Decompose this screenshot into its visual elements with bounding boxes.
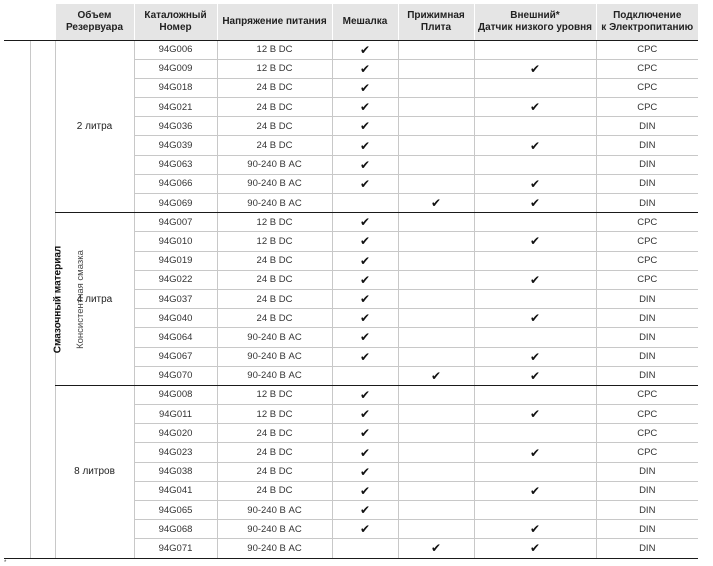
sensor-check: ✔ <box>474 443 596 462</box>
voltage: 90-240 В AC <box>217 501 332 520</box>
material-label: Смазочный материал <box>52 245 64 353</box>
connection-type: CPC <box>596 98 698 117</box>
catalog-number: 94G064 <box>134 328 217 347</box>
connection-type: DIN <box>596 309 698 328</box>
stirrer-check: ✔ <box>332 232 398 251</box>
catalog-number: 94G063 <box>134 155 217 174</box>
stirrer-check: ✔ <box>332 289 398 308</box>
stirrer-check: ✔ <box>332 405 398 424</box>
plate-check <box>398 136 474 155</box>
plate-check <box>398 289 474 308</box>
plate-check <box>398 59 474 78</box>
header-plate-text: Прижимная Плита <box>407 9 465 33</box>
plate-check <box>398 155 474 174</box>
plate-check: ✔ <box>398 366 474 385</box>
header-catalog <box>134 4 217 40</box>
connection-type: DIN <box>596 328 698 347</box>
sensor-check: ✔ <box>474 539 596 558</box>
sensor-check: ✔ <box>474 405 596 424</box>
sensor-check <box>474 40 596 59</box>
catalog-number: 94G010 <box>134 232 217 251</box>
catalog-number: 94G021 <box>134 98 217 117</box>
header-catalog-text: Каталожный Номер <box>144 9 207 33</box>
voltage: 90-240 В AC <box>217 194 332 213</box>
stirrer-check: ✔ <box>332 481 398 500</box>
catalog-number: 94G009 <box>134 59 217 78</box>
voltage: 90-240 В AC <box>217 539 332 558</box>
voltage: 12 В DC <box>217 385 332 404</box>
voltage: 90-240 В AC <box>217 347 332 366</box>
voltage: 90-240 В AC <box>217 520 332 539</box>
plate-check <box>398 481 474 500</box>
catalog-number: 94G019 <box>134 251 217 270</box>
connection-type: DIN <box>596 462 698 481</box>
connection-type: CPC <box>596 424 698 443</box>
stirrer-check <box>332 194 398 213</box>
connection-type: CPC <box>596 40 698 59</box>
plate-check <box>398 405 474 424</box>
voltage: 24 В DC <box>217 309 332 328</box>
plate-check <box>398 309 474 328</box>
catalog-number: 94G036 <box>134 117 217 136</box>
catalog-number: 94G011 <box>134 405 217 424</box>
stirrer-check: ✔ <box>332 155 398 174</box>
plate-check <box>398 501 474 520</box>
catalog-number: 94G018 <box>134 78 217 97</box>
stirrer-check: ✔ <box>332 309 398 328</box>
sensor-check: ✔ <box>474 136 596 155</box>
catalog-number: 94G007 <box>134 213 217 232</box>
catalog-number: 94G039 <box>134 136 217 155</box>
voltage: 90-240 В AC <box>217 328 332 347</box>
sensor-check <box>474 78 596 97</box>
plate-check <box>398 213 474 232</box>
sensor-check: ✔ <box>474 232 596 251</box>
catalog-number: 94G006 <box>134 40 217 59</box>
stirrer-check: ✔ <box>332 78 398 97</box>
voltage: 24 В DC <box>217 289 332 308</box>
catalog-number: 94G041 <box>134 481 217 500</box>
stirrer-check <box>332 539 398 558</box>
header-blank-1 <box>4 4 30 40</box>
connection-type: CPC <box>596 443 698 462</box>
stirrer-check: ✔ <box>332 59 398 78</box>
voltage: 24 В DC <box>217 462 332 481</box>
catalog-number: 94G066 <box>134 174 217 193</box>
footnote-mark: * <box>4 560 7 566</box>
sensor-check <box>474 328 596 347</box>
grease-label: Консистентная смазка <box>74 249 86 349</box>
connection-type: DIN <box>596 174 698 193</box>
plate-check <box>398 462 474 481</box>
connection-type: DIN <box>596 520 698 539</box>
plate-check <box>398 251 474 270</box>
stirrer-check: ✔ <box>332 117 398 136</box>
table-body <box>4 40 698 558</box>
plate-check <box>398 520 474 539</box>
sensor-check <box>474 501 596 520</box>
header-plate <box>398 4 474 40</box>
catalog-number: 94G065 <box>134 501 217 520</box>
stirrer-check <box>332 366 398 385</box>
sensor-check <box>474 251 596 270</box>
sensor-check: ✔ <box>474 270 596 289</box>
plate-check <box>398 174 474 193</box>
sensor-check: ✔ <box>474 194 596 213</box>
connection-type: CPC <box>596 270 698 289</box>
plate-check <box>398 443 474 462</box>
voltage: 24 В DC <box>217 78 332 97</box>
header-connection <box>596 4 698 40</box>
plate-check <box>398 385 474 404</box>
catalog-number: 94G040 <box>134 309 217 328</box>
stirrer-check: ✔ <box>332 270 398 289</box>
header-stirrer <box>332 4 398 40</box>
sensor-check: ✔ <box>474 98 596 117</box>
connection-type: CPC <box>596 385 698 404</box>
connection-type: DIN <box>596 136 698 155</box>
plate-check <box>398 40 474 59</box>
sensor-check <box>474 289 596 308</box>
stirrer-check: ✔ <box>332 424 398 443</box>
voltage: 12 В DC <box>217 40 332 59</box>
table-row <box>4 385 698 404</box>
stirrer-check: ✔ <box>332 385 398 404</box>
sensor-check: ✔ <box>474 520 596 539</box>
catalog-number: 94G071 <box>134 539 217 558</box>
catalog-number: 94G038 <box>134 462 217 481</box>
voltage: 12 В DC <box>217 405 332 424</box>
voltage: 90-240 В AC <box>217 174 332 193</box>
connection-type: DIN <box>596 117 698 136</box>
voltage: 24 В DC <box>217 443 332 462</box>
voltage: 90-240 В AC <box>217 155 332 174</box>
stirrer-check: ✔ <box>332 520 398 539</box>
sensor-check <box>474 117 596 136</box>
voltage: 24 В DC <box>217 481 332 500</box>
connection-type: CPC <box>596 213 698 232</box>
header-connection-text: Подключение к Электропитанию <box>601 9 694 33</box>
stirrer-check: ✔ <box>332 40 398 59</box>
connection-type: DIN <box>596 347 698 366</box>
sensor-check <box>474 385 596 404</box>
plate-check <box>398 78 474 97</box>
voltage: 24 В DC <box>217 117 332 136</box>
stirrer-check: ✔ <box>332 328 398 347</box>
sensor-check <box>474 155 596 174</box>
voltage: 12 В DC <box>217 59 332 78</box>
header-sensor <box>474 4 596 40</box>
catalog-number: 94G020 <box>134 424 217 443</box>
sensor-check <box>474 424 596 443</box>
material-label-cell <box>4 40 64 558</box>
header-stirrer-text: Мешалка <box>342 15 388 27</box>
sensor-check <box>474 213 596 232</box>
catalog-number: 94G067 <box>134 347 217 366</box>
catalog-number: 94G008 <box>134 385 217 404</box>
connection-type: CPC <box>596 59 698 78</box>
connection-type: DIN <box>596 539 698 558</box>
sensor-check: ✔ <box>474 309 596 328</box>
plate-check <box>398 117 474 136</box>
stirrer-check: ✔ <box>332 98 398 117</box>
voltage: 12 В DC <box>217 213 332 232</box>
table-row <box>4 40 698 59</box>
voltage: 24 В DC <box>217 98 332 117</box>
sensor-check <box>474 462 596 481</box>
voltage: 12 В DC <box>217 232 332 251</box>
connection-type: DIN <box>596 481 698 500</box>
header-sensor-text: Внешний* Датчик низкого уровня <box>477 9 593 33</box>
header-volume-text: Объем Резервуара <box>65 9 124 33</box>
connection-type: DIN <box>596 366 698 385</box>
voltage: 24 В DC <box>217 270 332 289</box>
volume-cell: 4 литра <box>55 213 134 386</box>
header-row <box>4 4 698 40</box>
sensor-check: ✔ <box>474 174 596 193</box>
plate-check <box>398 424 474 443</box>
plate-check <box>398 232 474 251</box>
stirrer-check: ✔ <box>332 501 398 520</box>
catalog-number: 94G023 <box>134 443 217 462</box>
plate-check: ✔ <box>398 539 474 558</box>
voltage: 90-240 В AC <box>217 366 332 385</box>
connection-type: DIN <box>596 289 698 308</box>
catalog-number: 94G037 <box>134 289 217 308</box>
voltage: 24 В DC <box>217 136 332 155</box>
catalog-number: 94G068 <box>134 520 217 539</box>
plate-check <box>398 98 474 117</box>
stirrer-check: ✔ <box>332 251 398 270</box>
stirrer-check: ✔ <box>332 347 398 366</box>
connection-type: CPC <box>596 232 698 251</box>
header-voltage <box>217 4 332 40</box>
volume-cell: 2 литра <box>55 40 134 213</box>
header-blank-2 <box>30 4 55 40</box>
plate-check: ✔ <box>398 194 474 213</box>
sensor-check: ✔ <box>474 481 596 500</box>
header-voltage-text: Напряжение питания <box>222 15 327 27</box>
stirrer-check: ✔ <box>332 136 398 155</box>
voltage: 24 В DC <box>217 424 332 443</box>
plate-check <box>398 328 474 347</box>
catalog-number: 94G069 <box>134 194 217 213</box>
stirrer-check: ✔ <box>332 443 398 462</box>
catalog-number: 94G070 <box>134 366 217 385</box>
header-volume <box>55 4 134 40</box>
sensor-check: ✔ <box>474 366 596 385</box>
voltage: 24 В DC <box>217 251 332 270</box>
plate-check <box>398 270 474 289</box>
connection-type: CPC <box>596 78 698 97</box>
catalog-number: 94G022 <box>134 270 217 289</box>
connection-type: CPC <box>596 251 698 270</box>
stirrer-check: ✔ <box>332 213 398 232</box>
product-table <box>4 4 698 559</box>
sensor-check: ✔ <box>474 347 596 366</box>
connection-type: DIN <box>596 155 698 174</box>
stirrer-check: ✔ <box>332 174 398 193</box>
stirrer-check: ✔ <box>332 462 398 481</box>
table-row <box>4 213 698 232</box>
connection-type: CPC <box>596 405 698 424</box>
connection-type: DIN <box>596 501 698 520</box>
plate-check <box>398 347 474 366</box>
sensor-check: ✔ <box>474 59 596 78</box>
connection-type: DIN <box>596 194 698 213</box>
volume-cell: 8 литров <box>55 385 134 558</box>
